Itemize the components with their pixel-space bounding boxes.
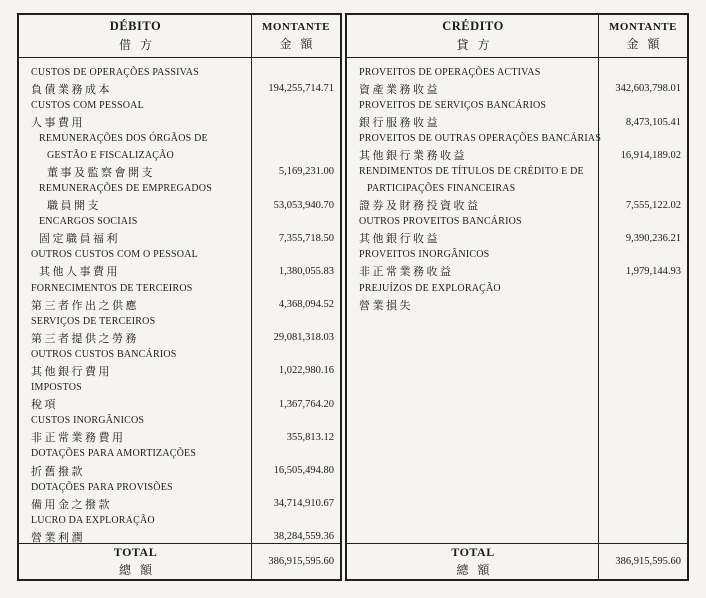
row-label: CUSTOS INORGÂNICOS <box>31 415 145 427</box>
table-row <box>347 296 687 313</box>
row-label: 備用金之撥款 <box>31 498 112 511</box>
table-row <box>19 147 340 164</box>
row-label: PROVEITOS DE SERVIÇOS BANCÁRIOS <box>359 99 547 111</box>
row-label: 折舊撥款 <box>31 465 85 478</box>
row-label: 第三者提供之勞務 <box>31 332 139 345</box>
row-label: 營業損失 <box>359 299 413 312</box>
row-amount: 342,603,798.01 <box>615 83 681 95</box>
row-label: 其他銀行費用 <box>31 365 112 378</box>
debit-total-label-zh: 總 額 <box>118 563 155 577</box>
table-row <box>19 330 340 347</box>
row-amount: 29,081,318.03 <box>273 332 334 344</box>
table-row <box>19 379 340 396</box>
debit-header-title-cell <box>19 15 252 57</box>
table-row <box>19 247 340 264</box>
table-row <box>347 147 687 164</box>
row-amount: 9,390,236.21 <box>625 232 681 244</box>
row-label: 營業利潤 <box>31 531 85 543</box>
table-row <box>19 263 340 280</box>
table-row <box>19 230 340 247</box>
row-amount: 1,022,980.16 <box>278 365 334 377</box>
row-amount: 7,355,718.50 <box>278 232 334 244</box>
row-amount: 53,053,940.70 <box>273 199 334 211</box>
table-row <box>19 197 340 214</box>
row-label: IMPOSTOS <box>31 382 82 394</box>
row-label: ENCARGOS SOCIAIS <box>39 216 138 228</box>
row-label: 第三者作出之供應 <box>31 299 139 312</box>
debit-body <box>19 58 340 543</box>
table-row <box>19 114 340 131</box>
table-row <box>347 130 687 147</box>
row-label: CUSTOS COM PESSOAL <box>31 99 144 111</box>
credit-total-amount: 386,915,595.60 <box>615 556 681 567</box>
debit-title-pt: DÉBITO <box>109 19 162 33</box>
table-row <box>19 479 340 496</box>
row-label: 人事費用 <box>31 117 85 130</box>
table-row <box>19 446 340 463</box>
debit-total-label-pt: TOTAL <box>113 545 158 559</box>
row-label: 其他銀行業務收益 <box>359 150 467 163</box>
row-amount: 4,368,094.52 <box>278 299 334 311</box>
row-label: DOTAÇÕES PARA PROVISÕES <box>31 481 173 493</box>
debit-header <box>19 15 340 58</box>
debit-amount-header-pt: MONTANTE <box>262 20 330 33</box>
row-label: 證券及財務投資收益 <box>359 200 481 213</box>
row-label: REMUNERAÇÕES DOS ÓRGÃOS DE <box>39 133 208 145</box>
credit-total-label-zh: 總 額 <box>456 563 493 577</box>
row-amount: 1,367,764.20 <box>278 398 334 410</box>
credit-table <box>345 13 689 581</box>
row-label: PROVEITOS DE OUTRAS OPERAÇÕES BANCÁRIAS <box>359 133 602 145</box>
row-label: RENDIMENTOS DE TÍTULOS DE CRÉDITO E DE <box>359 166 584 178</box>
credit-title-pt: CRÉDITO <box>442 19 504 33</box>
row-label: 固定職員福利 <box>39 233 120 246</box>
table-row <box>19 346 340 363</box>
table-row <box>19 280 340 297</box>
row-amount: 16,914,189.02 <box>620 149 681 161</box>
row-amount: 38,284,559.36 <box>273 531 334 543</box>
table-row <box>19 64 340 81</box>
table-row <box>19 363 340 380</box>
row-label: PREJUÍZOS DE EXPLORAÇÃO <box>359 282 501 294</box>
row-amount: 7,555,122.02 <box>625 199 681 211</box>
table-row <box>19 529 340 543</box>
table-row <box>19 213 340 230</box>
row-amount: 1,979,144.93 <box>625 265 681 277</box>
table-row <box>347 97 687 114</box>
table-row <box>347 81 687 98</box>
table-row <box>347 114 687 131</box>
table-row <box>19 495 340 512</box>
row-label: OUTROS PROVEITOS BANCÁRIOS <box>359 216 522 228</box>
debit-total-label-cell <box>19 544 252 579</box>
table-row <box>347 213 687 230</box>
row-label: 其他銀行收益 <box>359 233 440 246</box>
credit-amount-header-pt: MONTANTE <box>609 20 677 33</box>
row-label: PARTICIPAÇÕES FINANCEIRAS <box>367 182 516 194</box>
table-row <box>347 230 687 247</box>
row-label: FORNECIMENTOS DE TERCEIROS <box>31 282 193 294</box>
row-label: 非正常業務費用 <box>31 432 126 445</box>
table-row <box>347 280 687 297</box>
row-label: 董事及監察會開支 <box>47 166 155 179</box>
table-row <box>19 512 340 529</box>
debit-total-amount: 386,915,595.60 <box>268 556 334 567</box>
debit-amount-header-zh: 金 額 <box>279 36 316 51</box>
row-label: OUTROS CUSTOS COM O PESSOAL <box>31 249 198 261</box>
credit-total-label-cell <box>347 544 599 579</box>
row-label: CUSTOS DE OPERAÇÕES PASSIVAS <box>31 66 199 78</box>
row-label: 非正常業務收益 <box>359 266 454 279</box>
debit-table <box>17 13 342 581</box>
row-label: OUTROS CUSTOS BANCÁRIOS <box>31 348 177 360</box>
table-row <box>347 197 687 214</box>
row-amount: 1,380,055.83 <box>278 265 334 277</box>
table-row <box>19 313 340 330</box>
table-row <box>19 180 340 197</box>
table-row <box>347 263 687 280</box>
table-row <box>19 97 340 114</box>
table-row <box>347 164 687 181</box>
table-row <box>19 130 340 147</box>
credit-header-amount-cell <box>599 15 687 57</box>
row-amount: 16,505,494.80 <box>273 465 334 477</box>
row-amount: 194,255,714.71 <box>268 83 334 95</box>
row-label: GESTÃO E FISCALIZAÇÃO <box>47 149 174 161</box>
row-label: REMUNERAÇÕES DE EMPREGADOS <box>39 182 212 194</box>
table-row <box>347 180 687 197</box>
row-amount: 34,714,910.67 <box>273 498 334 510</box>
table-row <box>347 64 687 81</box>
row-label: LUCRO DA EXPLORAÇÃO <box>31 514 155 526</box>
credit-total-label-pt: TOTAL <box>451 545 495 559</box>
row-label: PROVEITOS DE OPERAÇÕES ACTIVAS <box>359 66 541 78</box>
table-row <box>19 164 340 181</box>
credit-header-title-cell <box>347 15 599 57</box>
credit-total-row <box>347 543 687 579</box>
row-label: PROVEITOS INORGÂNICOS <box>359 249 490 261</box>
row-label: 稅項 <box>31 399 58 412</box>
row-label: 其他人事費用 <box>39 266 120 279</box>
row-label: 資產業務收益 <box>359 83 440 96</box>
table-row <box>19 396 340 413</box>
table-row <box>19 412 340 429</box>
debit-header-amount-cell <box>252 15 340 57</box>
row-label: 負債業務成本 <box>31 83 112 96</box>
row-label: SERVIÇOS DE TERCEIROS <box>31 315 156 327</box>
table-row <box>19 81 340 98</box>
credit-header <box>347 15 687 58</box>
row-label: 職員開支 <box>47 200 101 213</box>
debit-title-zh: 借 方 <box>118 38 155 52</box>
credit-body <box>347 58 687 543</box>
row-amount: 5,169,231.00 <box>278 166 334 178</box>
table-row <box>347 247 687 264</box>
table-row <box>19 296 340 313</box>
credit-title-zh: 貸 方 <box>456 38 493 52</box>
row-amount: 8,473,105.41 <box>625 116 681 128</box>
credit-amount-header-zh: 金 額 <box>626 36 663 51</box>
table-row <box>19 429 340 446</box>
row-amount: 355,813.12 <box>286 431 334 443</box>
row-label: 銀行服務收益 <box>359 117 440 130</box>
debit-total-row <box>19 543 340 579</box>
table-row <box>19 462 340 479</box>
row-label: DOTAÇÕES PARA AMORTIZAÇÕES <box>31 448 197 460</box>
